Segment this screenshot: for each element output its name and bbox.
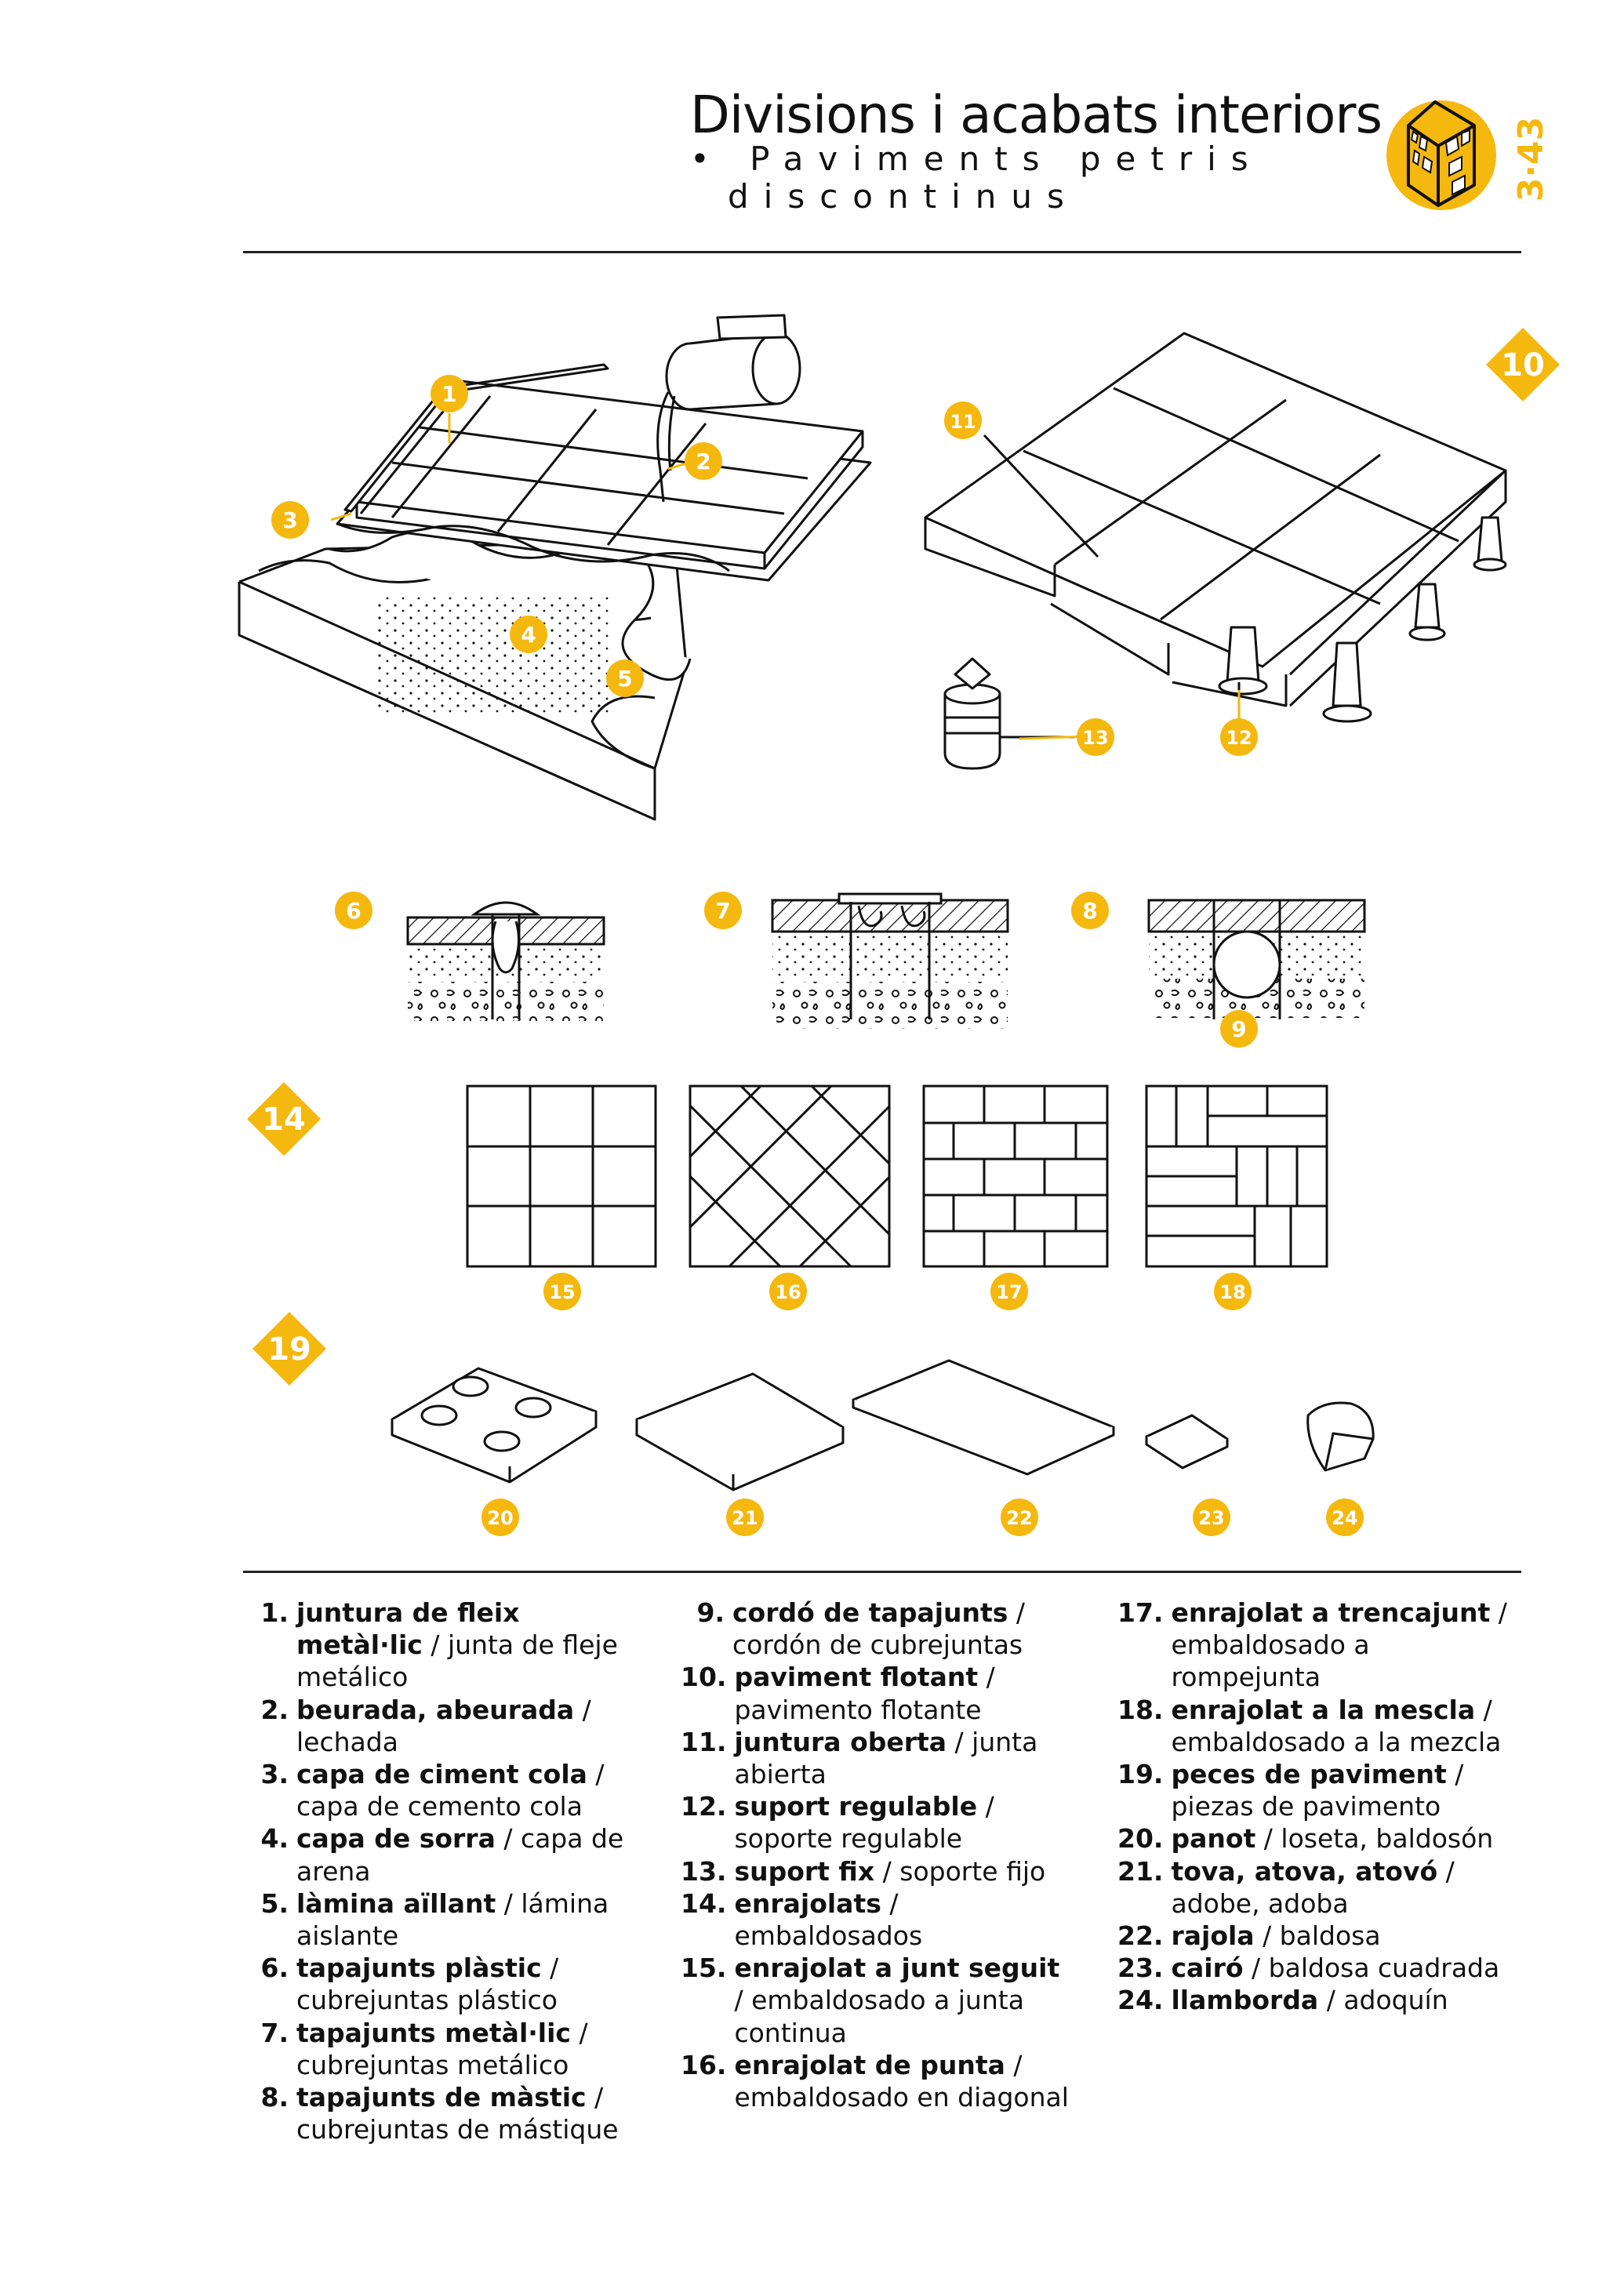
- legend-term: enrajolat de punta: [734, 2049, 1005, 2080]
- legend-term: capa de sorra: [296, 1823, 496, 1855]
- legend-term: paviment flotant: [734, 1662, 979, 1693]
- svg-text:13: 13: [1082, 727, 1109, 749]
- svg-text:1: 1: [441, 381, 457, 407]
- legend-number: 3.: [260, 1759, 289, 1790]
- legend-number: 14.: [681, 1887, 727, 1919]
- legend-term: panot: [1171, 1823, 1256, 1855]
- legend-item: [681, 1952, 1073, 2049]
- legend-column-2: [681, 1597, 1073, 2113]
- svg-text:24: 24: [1332, 1507, 1358, 1529]
- svg-text:18: 18: [1219, 1281, 1246, 1303]
- legend-item: [1117, 1920, 1525, 1952]
- legend-number: 10.: [681, 1662, 727, 1693]
- svg-text:5: 5: [617, 666, 633, 692]
- legend-term: tapajunts metàl·lic: [296, 2017, 571, 2048]
- legend-translation: / embaldosado a junta continua: [734, 1985, 1024, 2048]
- legend-item: [1117, 1984, 1525, 2016]
- svg-text:4: 4: [521, 622, 536, 648]
- legend-translation: / cordón de cubrejuntas: [732, 1597, 1026, 1661]
- legend-number: 24.: [1117, 1985, 1164, 2016]
- legend-number: 12.: [681, 1791, 727, 1822]
- legend-translation: / soporte fijo: [874, 1855, 1046, 1887]
- legend-number: 22.: [1117, 1920, 1164, 1952]
- legend-translation: / junta abierta: [734, 1726, 1038, 1790]
- svg-text:12: 12: [1226, 727, 1252, 749]
- legend-translation: / junta de fleje metálico: [296, 1629, 618, 1693]
- legend-translation: / cubrejuntas metálico: [296, 2017, 588, 2080]
- legend-translation: / lámina aislante: [296, 1887, 609, 1952]
- legend-column-1: [245, 1597, 637, 2145]
- svg-text:10: 10: [1501, 347, 1545, 383]
- legend-item: [245, 2017, 637, 2081]
- legend-translation: / embaldosado a rompejunta: [1171, 1597, 1507, 1693]
- legend-translation: / baldosa cuadrada: [1243, 1953, 1500, 1984]
- svg-text:19: 19: [267, 1331, 311, 1368]
- legend-term: capa de ciment cola: [296, 1759, 587, 1790]
- legend-number: 15.: [681, 1953, 727, 1984]
- legend-item: [1117, 1758, 1525, 1822]
- svg-text:7: 7: [715, 898, 731, 924]
- legend-item: [1117, 1855, 1525, 1920]
- legend-translation: / piezas de pavimento: [1171, 1759, 1464, 1822]
- svg-text:9: 9: [1231, 1016, 1247, 1042]
- legend-item: [245, 1758, 637, 1822]
- legend-translation: / capa de arena: [296, 1823, 624, 1887]
- legend-translation: / embaldosado a la mezcla: [1171, 1694, 1502, 1757]
- svg-text:17: 17: [996, 1281, 1023, 1303]
- legend-translation: / embaldosado en diagonal: [734, 2049, 1069, 2113]
- legend-number: 8.: [260, 2082, 289, 2113]
- legend-item: [245, 1952, 637, 2016]
- legend-translation: / adoquín: [1318, 1985, 1448, 2016]
- svg-text:15: 15: [549, 1281, 576, 1303]
- legend-term: cairó: [1171, 1953, 1244, 1984]
- legend-translation: / cubrejuntas de mástique: [296, 2082, 619, 2145]
- legend-item: [245, 1694, 637, 1758]
- legend-item: [1117, 1952, 1525, 1984]
- legend-number: 9.: [696, 1597, 725, 1628]
- legend-translation: / embaldosados: [734, 1887, 923, 1952]
- legend-item: [681, 1597, 1073, 1661]
- legend-term: suport regulable: [734, 1791, 978, 1822]
- legend-number: 7.: [260, 2017, 289, 2048]
- svg-text:3·43: 3·43: [1511, 116, 1551, 202]
- legend-term: suport fix: [734, 1855, 875, 1887]
- svg-text:11: 11: [950, 411, 976, 433]
- svg-text:3: 3: [282, 507, 298, 533]
- legend-item: [245, 1887, 637, 1952]
- legend-item: [681, 1661, 1073, 1725]
- legend-number: 23.: [1117, 1953, 1164, 1984]
- page-subtitle-line1: • Paviments petris: [690, 140, 1263, 178]
- legend-number: 6.: [260, 1953, 289, 1984]
- legend-term: enrajolats: [734, 1887, 881, 1919]
- legend-translation: / pavimento flotante: [734, 1662, 995, 1725]
- svg-text:6: 6: [346, 898, 362, 924]
- page-title: Divisions i acabats interiors: [690, 85, 1382, 145]
- svg-text:21: 21: [732, 1507, 758, 1529]
- legend-item: [681, 1855, 1073, 1887]
- legend-number: 4.: [260, 1823, 289, 1855]
- legend-number: 20.: [1117, 1823, 1164, 1855]
- legend-number: 19.: [1117, 1759, 1164, 1790]
- legend-column-3: [1117, 1597, 1525, 2017]
- legend-term: enrajolat a junt seguit: [734, 1953, 1060, 1984]
- svg-text:14: 14: [262, 1102, 306, 1138]
- legend-translation: / adobe, adoba: [1171, 1855, 1455, 1919]
- svg-text:22: 22: [1006, 1507, 1033, 1529]
- legend-number: 17.: [1117, 1597, 1164, 1628]
- legend-number: 11.: [681, 1726, 727, 1757]
- legend-item: [681, 1887, 1073, 1952]
- legend-number: 1.: [260, 1597, 289, 1628]
- svg-text:8: 8: [1082, 898, 1098, 924]
- svg-text:16: 16: [775, 1281, 801, 1303]
- legend-item: [245, 1822, 637, 1887]
- legend-term: tapajunts de màstic: [296, 2082, 587, 2113]
- legend-term: peces de paviment: [1171, 1759, 1447, 1790]
- legend-item: [1117, 1822, 1525, 1855]
- legend-number: 18.: [1117, 1694, 1164, 1725]
- legend-translation: / soporte regulable: [734, 1791, 994, 1855]
- legend-term: juntura oberta: [734, 1726, 947, 1757]
- legend-translation: / loseta, baldosón: [1255, 1823, 1494, 1855]
- legend-translation: / lechada: [296, 1694, 591, 1757]
- svg-text:2: 2: [696, 449, 711, 474]
- legend-number: 16.: [681, 2049, 727, 2080]
- legend-item: [681, 1726, 1073, 1790]
- legend-item: [245, 1597, 637, 1694]
- legend-term: enrajolat a la mescla: [1171, 1694, 1476, 1725]
- legend-term: llamborda: [1171, 1985, 1319, 2016]
- legend-number: 13.: [681, 1855, 727, 1887]
- legend-translation: / cubrejuntas plástico: [296, 1953, 559, 2016]
- legend-term: beurada, abeurada: [296, 1694, 575, 1725]
- legend-number: 2.: [260, 1694, 289, 1725]
- legend-number: 21.: [1117, 1855, 1164, 1887]
- legend-item: [681, 1790, 1073, 1855]
- legend-term: cordó de tapajunts: [732, 1597, 1008, 1628]
- legend-term: tova, atova, atovó: [1171, 1855, 1438, 1887]
- legend-translation: / capa de cemento cola: [296, 1759, 605, 1822]
- legend-number: 5.: [260, 1887, 289, 1919]
- svg-text:23: 23: [1198, 1507, 1225, 1529]
- legend-term: rajola: [1171, 1920, 1255, 1952]
- legend-term: juntura de fleix metàl·lic: [296, 1597, 520, 1661]
- legend-item: [245, 2081, 637, 2145]
- page-subtitle-line2: discontinus: [728, 177, 1079, 216]
- legend-item: [1117, 1694, 1525, 1758]
- legend-term: làmina aïllant: [296, 1887, 496, 1919]
- legend-term: tapajunts plàstic: [296, 1953, 542, 1984]
- legend-term: enrajolat a trencajunt: [1171, 1597, 1491, 1628]
- svg-text:20: 20: [487, 1507, 514, 1529]
- legend-item: [1117, 1597, 1525, 1694]
- legend-translation: / baldosa: [1254, 1920, 1381, 1952]
- legend-item: [681, 2049, 1073, 2113]
